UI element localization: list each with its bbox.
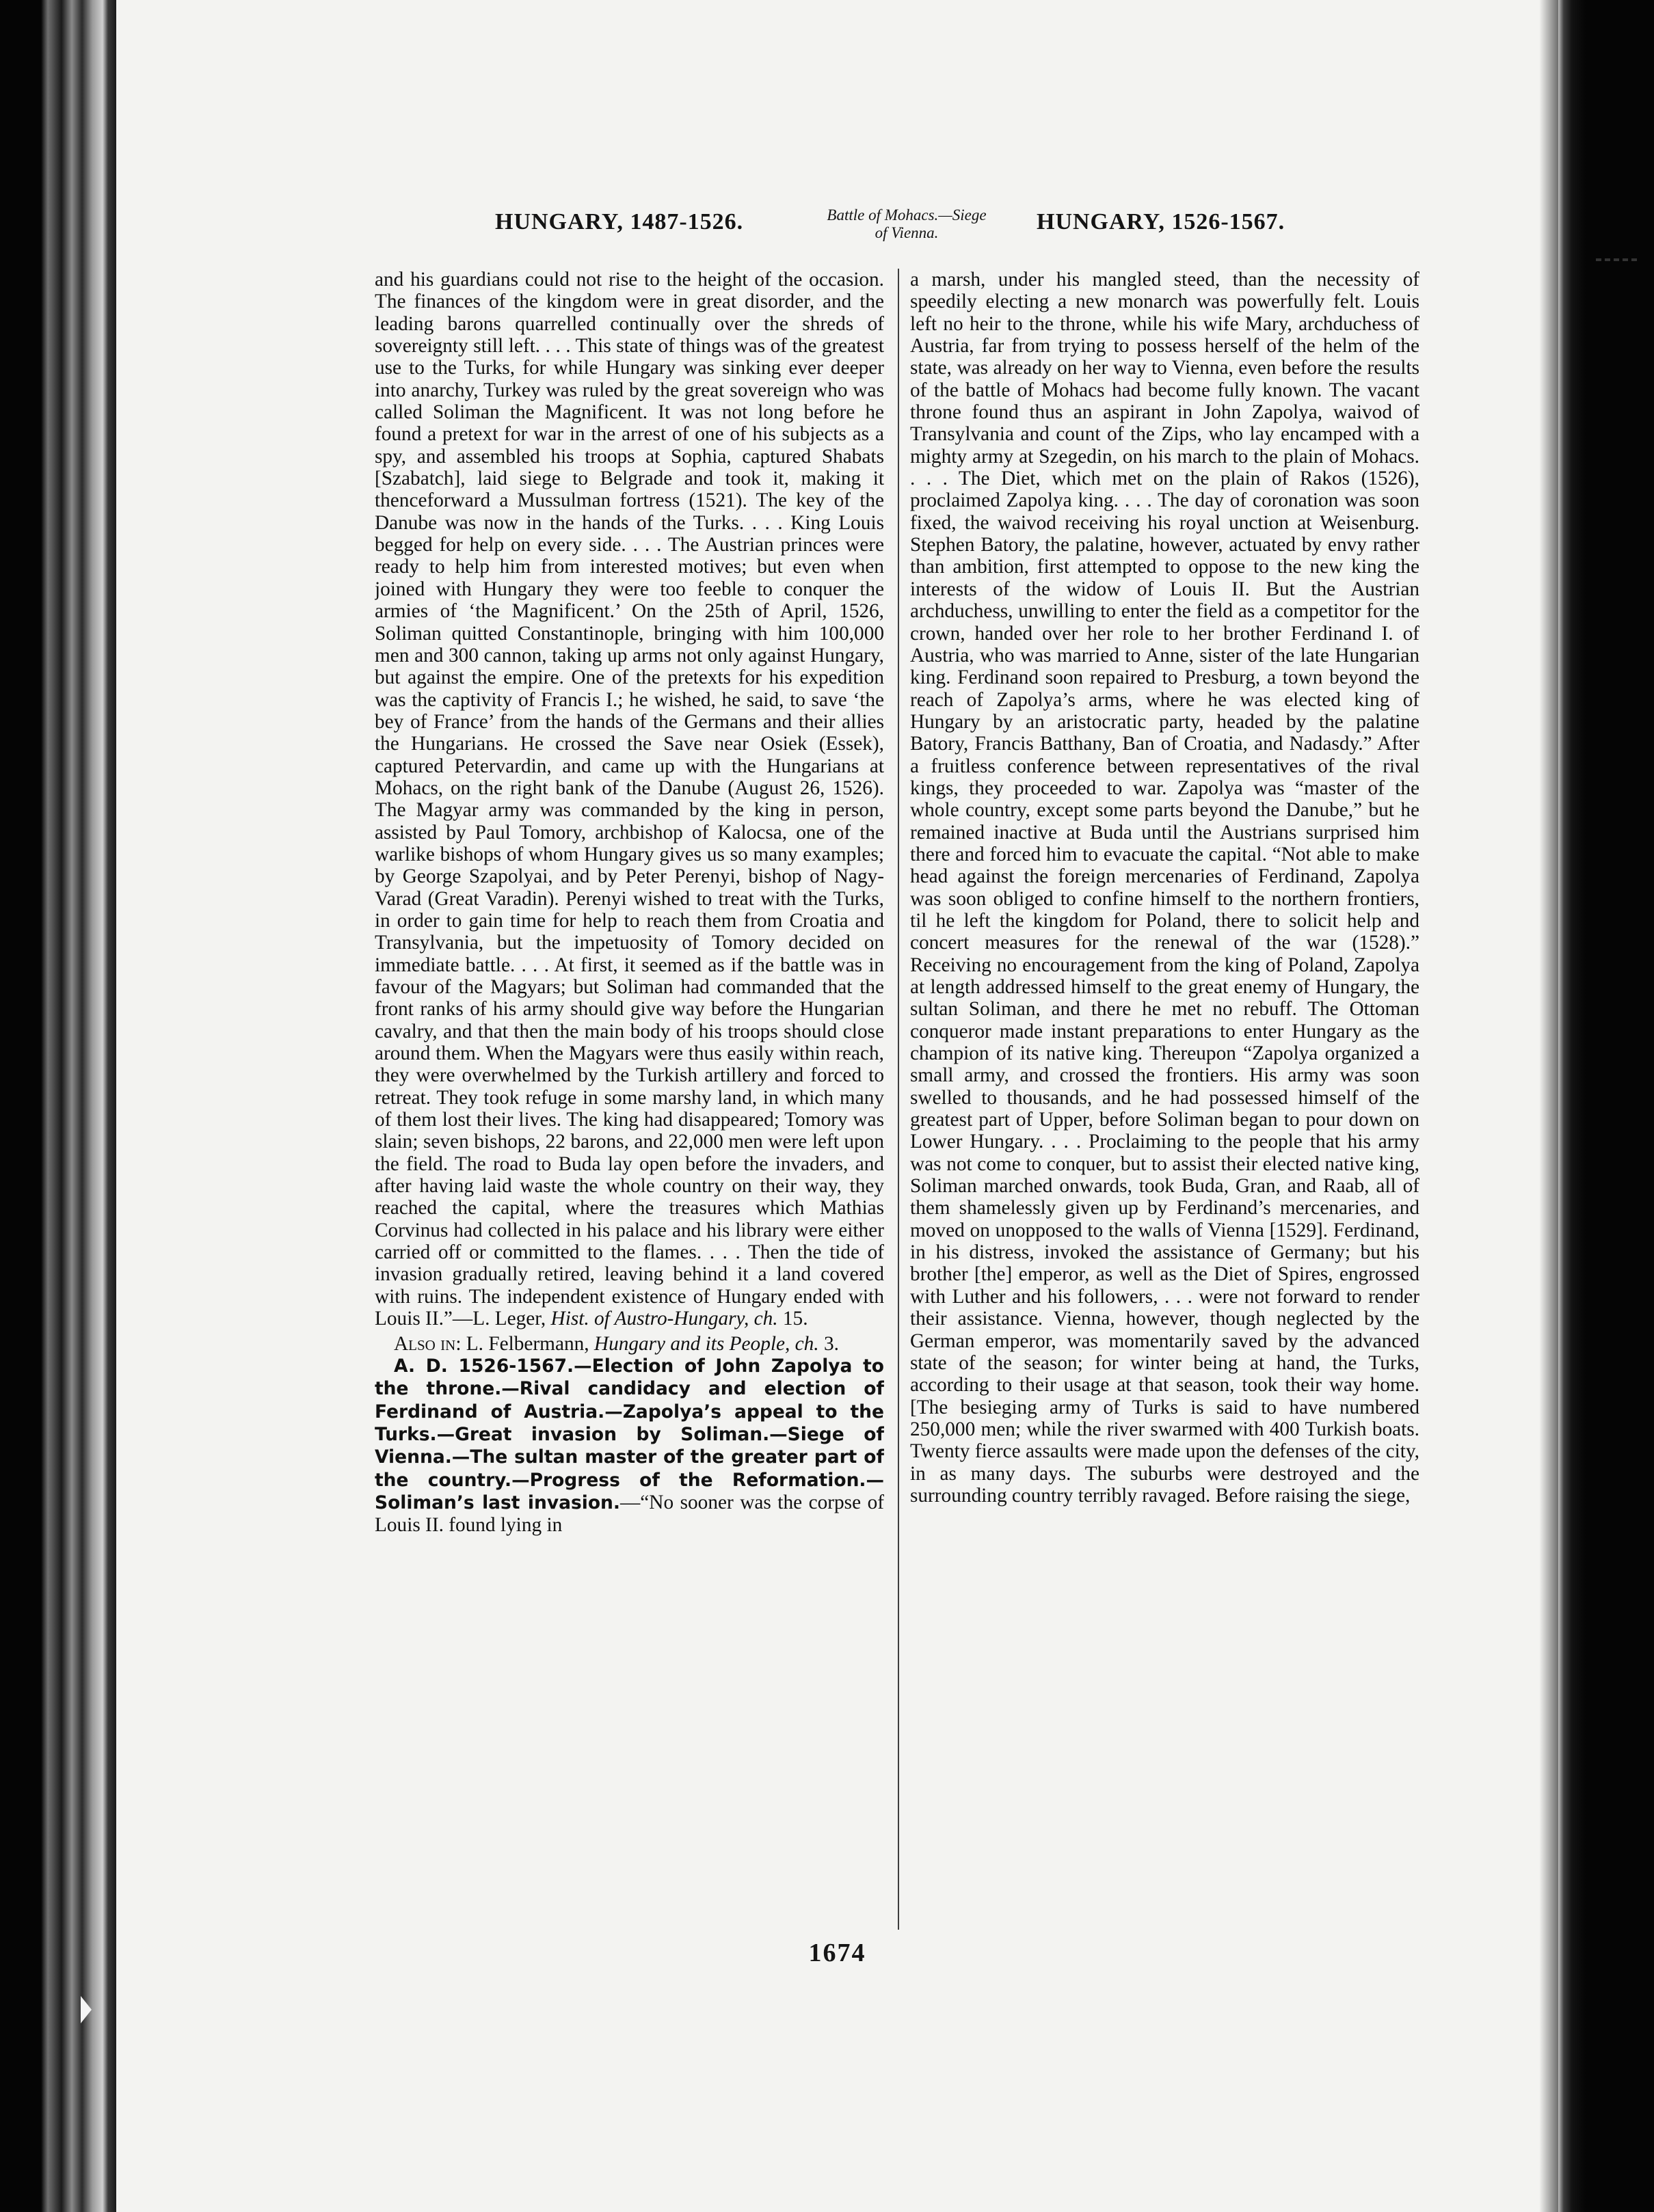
running-head	[116, 206, 1558, 261]
scan-tick-mark	[1596, 258, 1637, 264]
page-gutter-shadow	[1539, 0, 1558, 2212]
left-column	[375, 269, 884, 1923]
also-in-end: 3.	[818, 1332, 839, 1355]
book-page	[116, 0, 1558, 2212]
scanner-left-edge	[0, 0, 116, 2212]
left-column-body: and his guardians could not rise to the height of the occasion. The finances of the kingdom were in great disorder, and the leading barons quarrelled continually over the shreds of sovereignty still left. . . . This state of things was of the greatest use to the Turks, for while Hungary was sinking ever deeper into anarchy, Turkey was ruled by the great sovereign who was called Soliman the Magnificent. It was not long before he found a pretext for war in the arrest of one of his subjects as a spy, and assembled his troops at Sophia, captured Shabats [Szabatch], laid siege to Belgrade and took it, making it thenceforward a Mussulman fortress (1521). The key of the Danube was now in the hands of the Turks. . . . King Louis begged for help on every side. . . . The Austrian princes were ready to help him from interested motives; but even when joined with Hungary they were too feeble to conquer the armies of ‘the Magnificent.’ On the 25th of April, 1526, Soliman quitted Constantinople, bringing with him 100,000 men and 300 cannon, taking up arms not only against Hungary, but against the empire. One of the pretexts for his expedition was the captivity of Francis I.; he wished, he said, to save ‘the bey of France’ from the hands of the Germans and their allies the Hungarians. He crossed the Save near Osiek (Essek), captured Petervardin, and came up with the Hungarians at Mohacs, on the right bank of the Danube (August 26, 1526). The Magyar army was commanded by the king in person, assisted by Paul Tomory, archbishop of Kalocsa, one of the warlike bishops of whom Hungary gives us so many examples; by George Szapolyai, and by Peter Perenyi, bishop of Nagy-Varad (Great Varadin). Perenyi wished to treat with the Turks, in order to gain time for help to reach them from Croatia and Transylvania, but the impetuosity of Tomory decided on immediate battle. . . . At first, it seemed as if the battle was in favour of the Magyars; but Soliman had commanded that the front ranks of his army should give way before the Hungarian cavalry, and that then the main body of his troops should close around them. When the Magyars were thus easily within reach, they were overwhelmed by the Turkish artillery and forced to retreat. They took refuge in some marshy land, in which many of them lost their lives. The king had disappeared; Tomory was slain; seven bishops, 22 barons, and 22,000 men were left upon the field. The road to Buda lay open before the invaders, and after having laid waste the whole country on their way, they reached the capital, where the treasures which Mathias Corvinus had collected in his palace and his library were either carried off or committed to the flames. . . . Then the tide of invasion gradually retired, leaving behind it a land covered with ruins. The independent existence of Hungary ended with Louis II.”—L. Leger,	[375, 269, 884, 1330]
running-head-center-line1: Battle of Mohacs.—Siege	[827, 206, 987, 224]
right-column	[910, 269, 1419, 1923]
running-head-center	[777, 206, 1037, 242]
running-head-left: HUNGARY, 1487-1526.	[495, 209, 744, 234]
running-head-center-line2: of Vienna.	[875, 224, 939, 241]
also-in-label: Also in:	[394, 1332, 462, 1355]
column-rule	[898, 269, 899, 1930]
running-head-right: HUNGARY, 1526-1567.	[1037, 209, 1285, 234]
right-column-body: a marsh, under his mangled steed, than the necessity of speedily electing a new monarch was powerfully felt. Louis left no heir to the throne, while his wife Mary, archduchess of Austria, far from trying to possess herself of the helm of the state, was already on her way to Vienna, even before the results of the battle of Mohacs had become fully known. The vacant throne found thus an aspirant in John Zapolya, waivod of Transylvania and count of the Zips, who lay encamped with a mighty army at Szegedin, on his march to the plain of Mohacs. . . . The Diet, which met on the plain of Rakos (1526), proclaimed Zapolya king. . . . The day of coronation was soon fixed, the waivod receiving his royal unction at Weisenburg. Stephen Batory, the palatine, however, actuated by envy rather than ambition, first attempted to oppose to the new king the interests of the widow of Louis II. But the Austrian archduchess, unwilling to enter the field as a competitor for the crown, handed over her role to her brother Ferdinand I. of Austria, who was married to Anne, sister of the late Hungarian king. Ferdinand soon repaired to Presburg, a town beyond the reach of Zapolya’s arms, where he was elected king of Hungary by an aristocratic party, headed by the palatine Batory, Francis Batthany, Ban of Croatia, and Nadasdy.” After a fruitless conference between representatives of the rival kings, they proceeded to war. Zapolya was “master of the whole country, except some parts beyond the Danube,” but he remained inactive at Buda until the Austrians surprised him there and forced him to evacuate the capital. “Not able to make head against the foreign mercenaries of Ferdinand, Zapolya was soon obliged to confine himself to the northern frontiers, til he left the kingdom for Poland, there to solicit help and concert measures for the renewal of the war (1528).” Receiving no encouragement from the king of Poland, Zapolya at length addressed himself to the great enemy of Hungary, the sultan Soliman, and there he met no rebuff. The Ottoman conqueror made instant preparations to enter Hungary as the champion of its native king. Thereupon “Zapolya organized a small army, and crossed the frontiers. His army was soon swelled to thousands, and he had possessed himself of the greatest part of Upper, before Soliman began to pour down on Lower Hungary. . . . Proclaiming to the people that his army was not come to conquer, but to assist their elected native king, Soliman marched onwards, took Buda, Gran, and Raab, all of them shamelessly given up by Ferdinand’s mercenaries, and moved on unopposed to the walls of Vienna [1529]. Ferdinand, in his distress, invoked the assistance of Germany; but his brother [the] emperor, as well as the Diet of Spires, engrossed with Luther and his followers, . . . were not forward to render their assistance. Vienna, however, though neglected by the German emperor, was momentarily saved by the advanced state of the season; for winter being at hand, the Turks, according to their usage at that season, took their way home. [The besieging army of Turks is said to have numbered 250,000 men; while the river swarmed with 400 Turkish boats. Twenty fierce assaults were made upon the defenses of the city, in as many days. The suburbs were destroyed and the surrounding country terribly ravaged. Before raising the siege,	[910, 269, 1419, 1507]
entry-paragraph	[375, 1355, 884, 1537]
left-column-paragraph	[375, 269, 884, 1330]
scanner-right-edge	[1558, 0, 1654, 2212]
left-column-source: Hist. of Austro-Hungary, ch.	[550, 1308, 778, 1330]
entry-heading: —Election of John Zapolya to the throne.—Rival candidacy and election of Ferdinand of Austria.—Zapolya’s appeal to the Turks.—Great invasion by Soliman.—Siege of Vienna.—The sultan master of the greater part of the country.—Progress of the Reformation.—Soliman’s last invasion.	[375, 1355, 884, 1513]
entry-year: A. D. 1526-1567.	[394, 1355, 574, 1377]
also-in-text: L. Felbermann,	[461, 1332, 594, 1355]
page-number: 1674	[808, 1939, 866, 1967]
entry-text: —“No sooner was the corpse of Louis II. found lying in	[375, 1491, 884, 1537]
also-in-source: Hungary and its People, ch.	[593, 1332, 819, 1355]
left-column-source-end: 15.	[777, 1308, 808, 1330]
also-in-note	[375, 1333, 884, 1355]
